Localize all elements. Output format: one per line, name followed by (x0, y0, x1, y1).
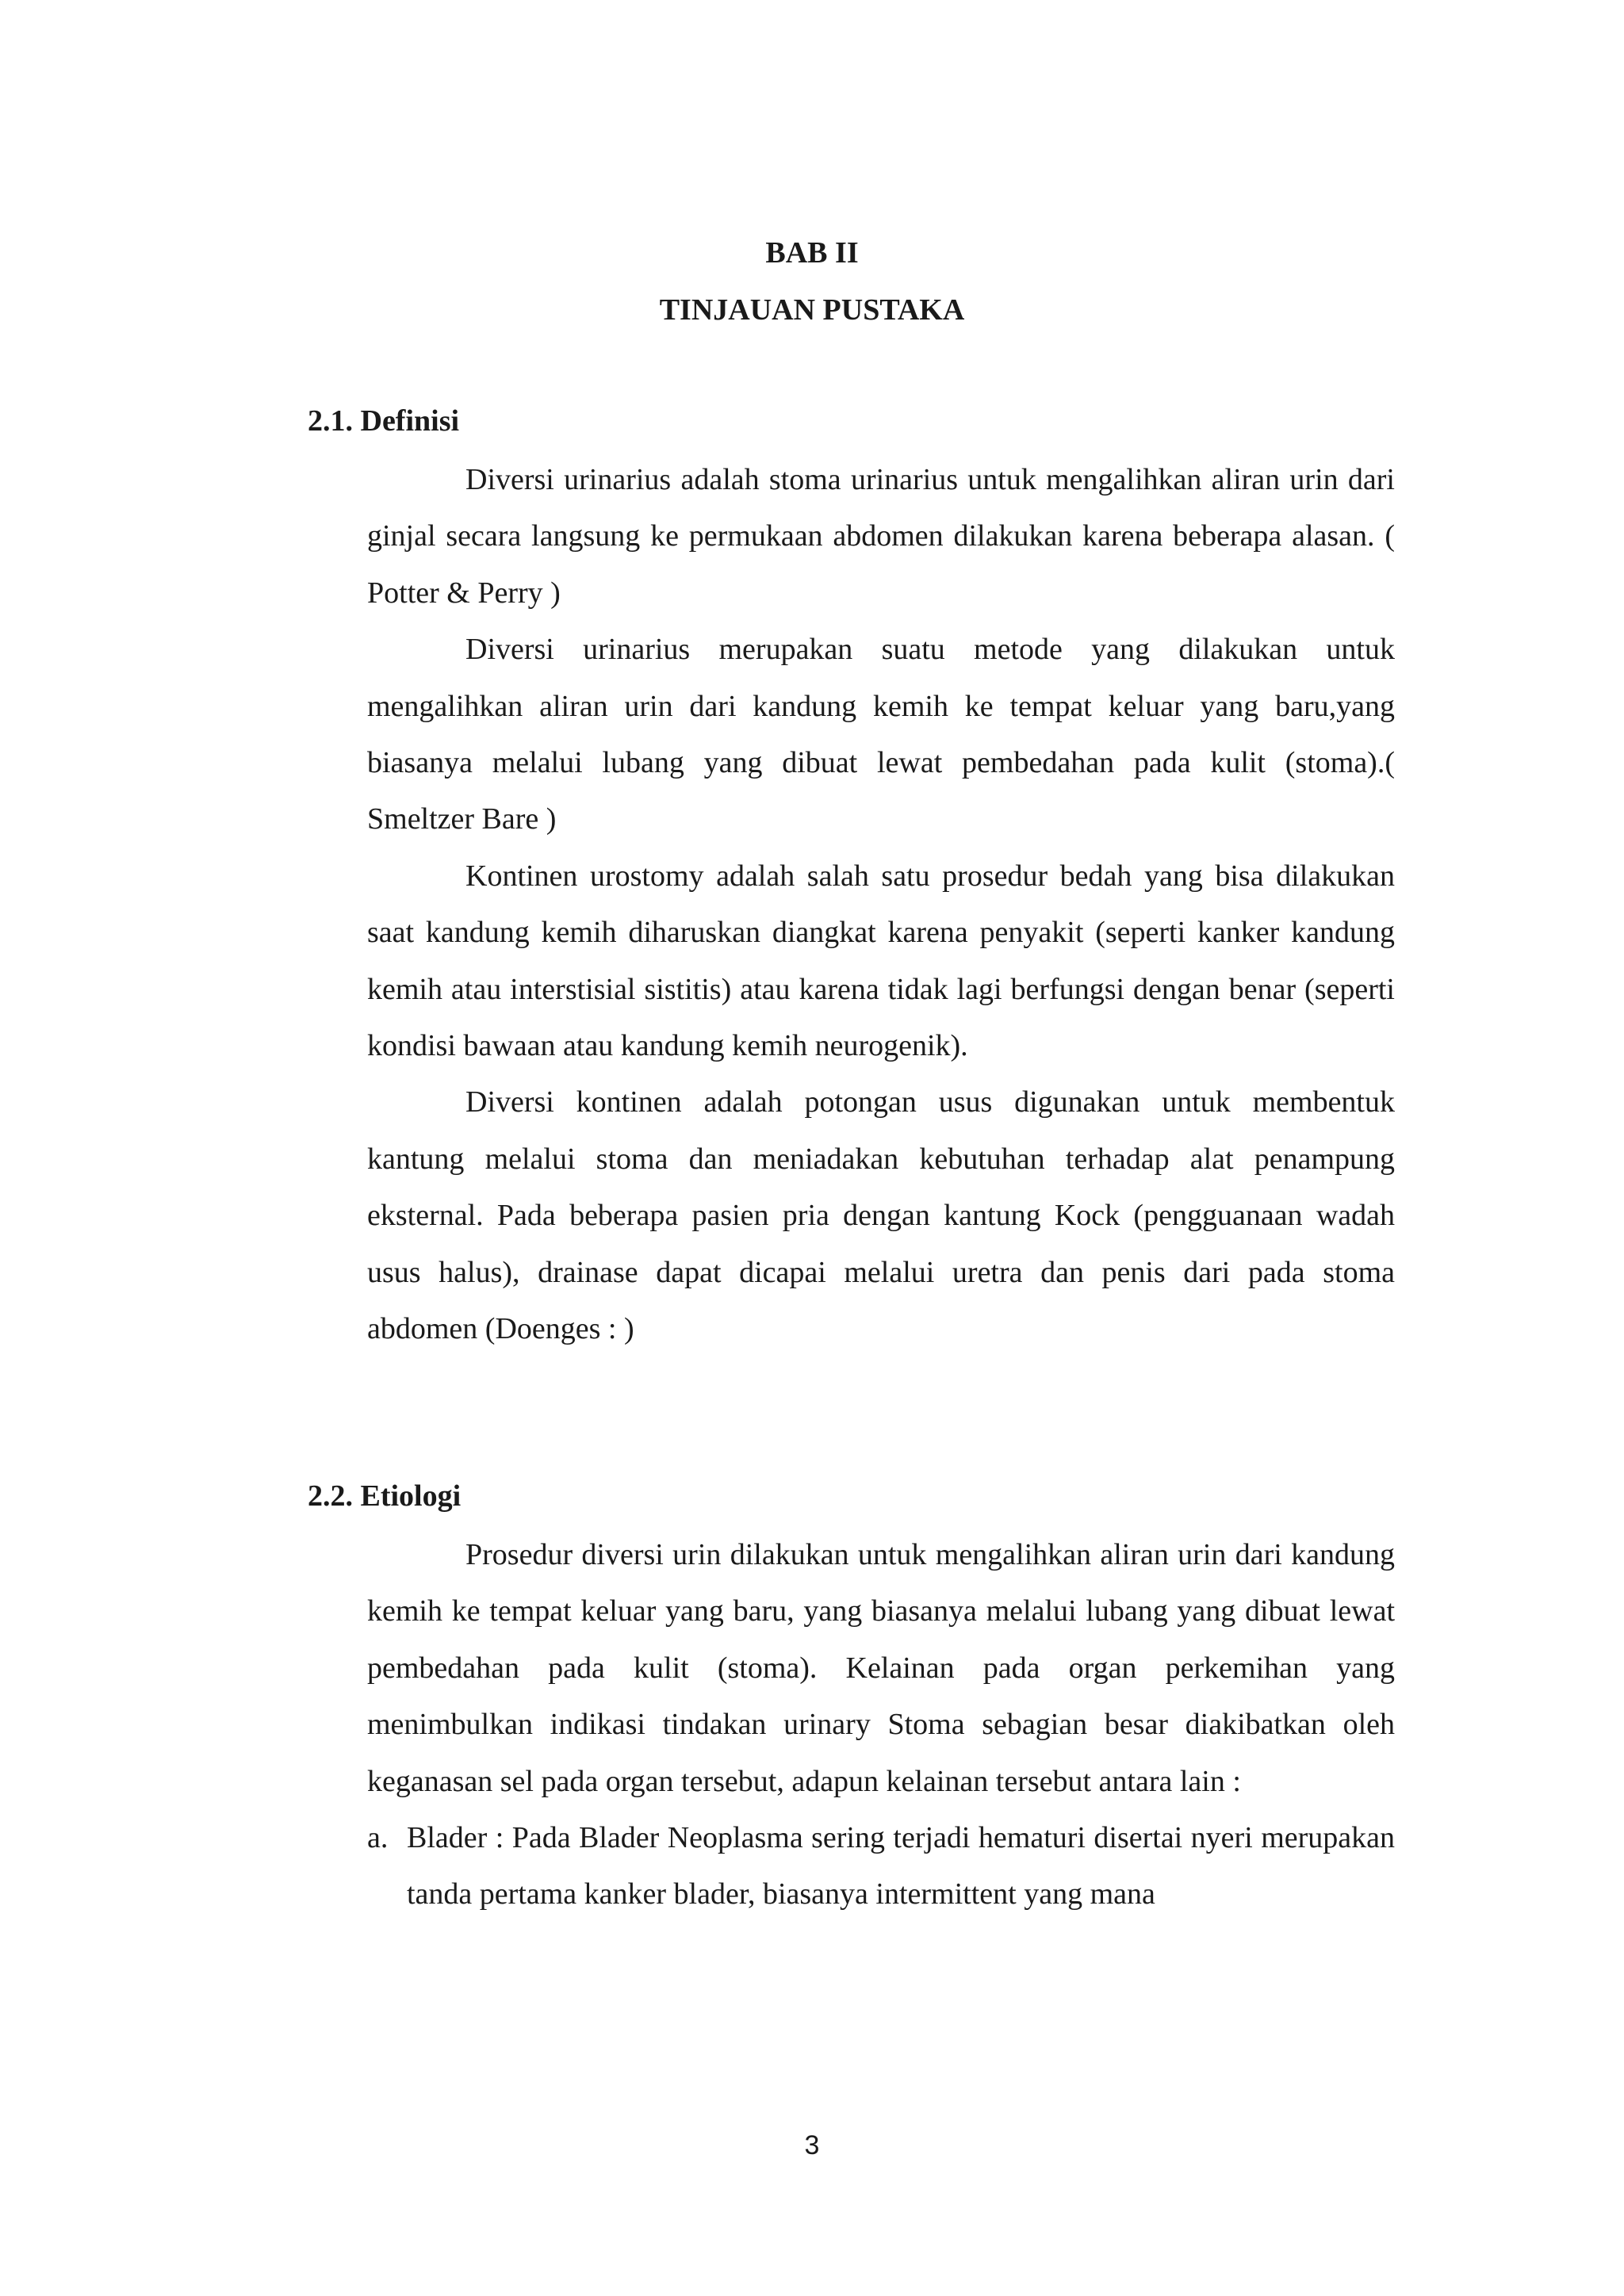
chapter-title: TINJAUAN PUSTAKA (659, 293, 965, 327)
page-number: 3 (804, 2130, 820, 2160)
section-body-definisi (367, 452, 1395, 1358)
paragraph: Diversi urinarius adalah stoma urinarius untuk mengalihkan aliran urin dari ginjal secara langsung ke permukaan abdomen dilakukan karena beberapa alasan. ( Potter & Perry ) (367, 463, 1395, 610)
list-item-text: Blader : Pada Blader Neoplasma sering terjadi hematuri disertai nyeri merupakan tanda pertama kanker blader, biasanya intermittent yang mana (407, 1821, 1395, 1911)
section-heading-etiologi: 2.2. Etiologi (308, 1479, 462, 1513)
paragraph: Kontinen urostomy adalah salah satu prosedur bedah yang bisa dilakukan saat kandung kemih diharuskan diangkat karena penyakit (seperti kanker kandung kemih atau interstisial sistitis) atau karena tidak lagi berfungsi dengan benar (seperti kondisi bawaan atau kandung kemih neurogenik). (367, 859, 1395, 1063)
etiology-list (367, 1810, 1395, 1923)
section-heading-definisi: 2.1. Definisi (308, 404, 460, 438)
list-marker: a. (367, 1821, 389, 1855)
list-item (367, 1810, 1395, 1923)
paragraph: Diversi kontinen adalah potongan usus digunakan untuk membentuk kantung melalui stoma dan meniadakan kebutuhan terhadap alat penampung eksternal. Pada beberapa pasien pria dengan kantung Kock (pengguanaan wadah usus halus), drainase dapat dicapai melalui uretra dan penis dari pada stoma abdomen (Doenges : ) (367, 1085, 1395, 1346)
paragraph: Diversi urinarius merupakan suatu metode yang dilakukan untuk mengalihkan aliran urin dari kandung kemih ke tempat keluar yang baru,yang biasanya melalui lubang yang dibuat lewat pembedahan pada kulit (stoma).( Smeltzer Bare ) (367, 633, 1395, 836)
section-body-etiologi (367, 1527, 1395, 1923)
paragraph: Prosedur diversi urin dilakukan untuk mengalihkan aliran urin dari kandung kemih ke tempat keluar yang baru, yang biasanya melalui lubang yang dibuat lewat pembedahan pada kulit (stoma). Kelainan pada organ perkemihan yang menimbulkan indikasi tindakan urinary Stoma sebagian besar diakibatkan oleh keganasan sel pada organ tersebut, adapun kelainan tersebut antara lain : (367, 1538, 1395, 1798)
chapter-number: BAB II (765, 236, 859, 270)
